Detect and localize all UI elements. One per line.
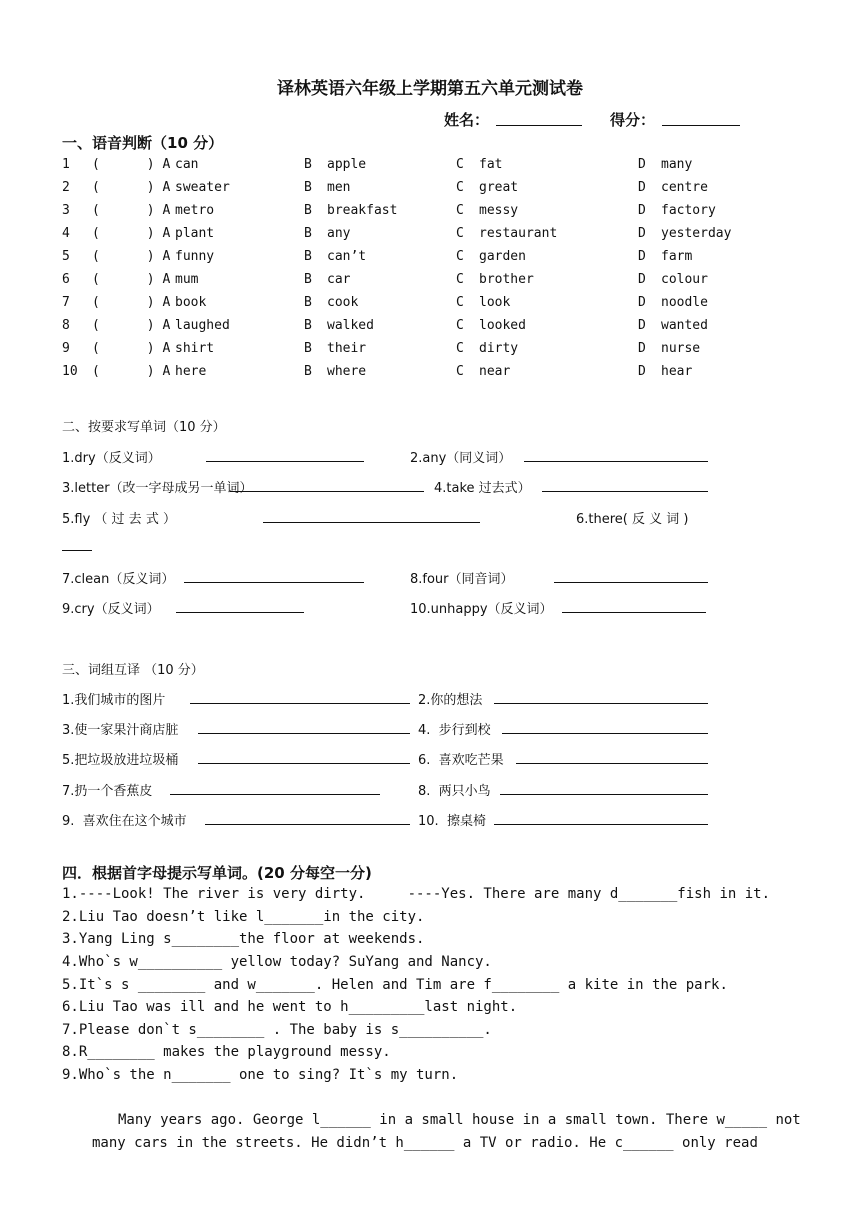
phonics-row-9-dl: D bbox=[638, 341, 646, 356]
s2-q6-answer[interactable] bbox=[62, 550, 92, 551]
section3-heading: 三、词组互译 （10 分） bbox=[62, 663, 204, 678]
phonics-row-4-c: restaurant bbox=[479, 226, 558, 241]
s2-q9: 9.cry（反义词） bbox=[62, 602, 160, 617]
phonics-row-5-b: can’t bbox=[327, 249, 367, 264]
name-label: 姓名： bbox=[444, 111, 490, 129]
phonics-row-10-p: ( ) A bbox=[92, 364, 171, 379]
section2-heading: 二、按要求写单词（10 分） bbox=[62, 420, 226, 435]
phonics-row-7-p: ( ) A bbox=[92, 295, 171, 310]
score-field[interactable] bbox=[662, 125, 740, 126]
phonics-row-4-d: yesterday bbox=[661, 226, 732, 241]
s2-q9-answer[interactable] bbox=[176, 612, 304, 613]
phonics-row-10-label: B bbox=[304, 364, 312, 379]
phonics-row-3-p: ( ) A bbox=[92, 203, 171, 218]
phonics-row-7-a: book bbox=[175, 295, 207, 310]
s3-q7-answer[interactable] bbox=[170, 794, 380, 795]
s3-q10: 10. 擦桌椅 bbox=[418, 814, 486, 829]
phonics-row-2-n: 2 bbox=[62, 180, 70, 195]
phonics-row-10-c: near bbox=[479, 364, 511, 379]
phonics-row-9-a: shirt bbox=[175, 341, 215, 356]
phonics-row-10-a: here bbox=[175, 364, 207, 379]
phonics-row-6-p: ( ) A bbox=[92, 272, 171, 287]
phonics-row-4-a: plant bbox=[175, 226, 215, 241]
phonics-row-6-c: brother bbox=[479, 272, 534, 287]
s2-q8: 8.four（同音词） bbox=[410, 572, 514, 587]
phonics-row-10-b: where bbox=[327, 364, 367, 379]
phonics-row-1-b: apple bbox=[327, 157, 367, 172]
phonics-row-10-dl: D bbox=[638, 364, 646, 379]
s2-q7-answer[interactable] bbox=[184, 582, 364, 583]
phonics-row-6-n: 6 bbox=[62, 272, 70, 287]
s3-q2-answer[interactable] bbox=[494, 703, 708, 704]
phonics-row-6-a: mum bbox=[175, 272, 199, 287]
passage-line2: many cars in the streets. He didn’t h______ a TV or radio. He c______ only read bbox=[92, 1135, 758, 1151]
phonics-row-2-d: centre bbox=[661, 180, 708, 195]
phonics-row-3-b: breakfast bbox=[327, 203, 398, 218]
passage-line1: Many years ago. George l______ in a small house in a small town. There w_____ not bbox=[118, 1112, 801, 1128]
phonics-row-3-n: 3 bbox=[62, 203, 70, 218]
phonics-row-2-b: men bbox=[327, 180, 351, 195]
phonics-row-3-label: B bbox=[304, 203, 312, 218]
phonics-row-7-label: C bbox=[456, 295, 464, 310]
s3-q4-answer[interactable] bbox=[502, 733, 708, 734]
s4-line1: 1.----Look! The river is very dirty. ----Yes. There are many d_______fish in it. bbox=[62, 886, 771, 902]
phonics-row-4-label: B bbox=[304, 226, 312, 241]
s2-q2-answer[interactable] bbox=[524, 461, 708, 462]
phonics-row-1-dl: D bbox=[638, 157, 646, 172]
phonics-row-7-b: cook bbox=[327, 295, 359, 310]
s3-q1: 1.我们城市的图片 bbox=[62, 693, 166, 708]
phonics-row-1-c: fat bbox=[479, 157, 503, 172]
s3-q6-answer[interactable] bbox=[516, 763, 708, 764]
phonics-row-1-a: can bbox=[175, 157, 199, 172]
phonics-row-8-label: C bbox=[456, 318, 464, 333]
phonics-row-3-dl: D bbox=[638, 203, 646, 218]
phonics-row-7-c: look bbox=[479, 295, 511, 310]
s4-line2: 2.Liu Tao doesn’t like l_______in the city. bbox=[62, 909, 425, 925]
phonics-row-6-d: colour bbox=[661, 272, 708, 287]
s2-q4-answer[interactable] bbox=[542, 491, 708, 492]
phonics-row-8-p: ( ) A bbox=[92, 318, 171, 333]
phonics-row-1-label: C bbox=[456, 157, 464, 172]
phonics-row-6-b: car bbox=[327, 272, 351, 287]
s3-q2: 2.你的想法 bbox=[418, 693, 483, 708]
phonics-row-7-d: noodle bbox=[661, 295, 708, 310]
phonics-row-5-label: C bbox=[456, 249, 464, 264]
s2-q10: 10.unhappy（反义词） bbox=[410, 602, 553, 617]
phonics-row-8-n: 8 bbox=[62, 318, 70, 333]
s2-q3: 3.letter（改一字母成另一单词） bbox=[62, 481, 253, 496]
phonics-row-8-c: looked bbox=[479, 318, 526, 333]
phonics-row-1-n: 1 bbox=[62, 157, 70, 172]
phonics-row-2-p: ( ) A bbox=[92, 180, 171, 195]
phonics-row-5-a: funny bbox=[175, 249, 215, 264]
phonics-row-6-label: B bbox=[304, 272, 312, 287]
phonics-row-2-c: great bbox=[479, 180, 519, 195]
s2-q7: 7.clean（反义词） bbox=[62, 572, 175, 587]
phonics-row-7-label: B bbox=[304, 295, 312, 310]
phonics-row-5-n: 5 bbox=[62, 249, 70, 264]
phonics-row-5-c: garden bbox=[479, 249, 526, 264]
phonics-row-10-d: hear bbox=[661, 364, 693, 379]
phonics-row-2-dl: D bbox=[638, 180, 646, 195]
s4-line3: 3.Yang Ling s________the floor at weekends. bbox=[62, 931, 425, 947]
s4-line8: 8.R________ makes the playground messy. bbox=[62, 1044, 391, 1060]
s2-q3-answer[interactable] bbox=[230, 491, 424, 492]
name-field[interactable] bbox=[496, 125, 582, 126]
s3-q3: 3.使一家果汁商店脏 bbox=[62, 723, 179, 738]
s3-q9: 9. 喜欢住在这个城市 bbox=[62, 814, 187, 829]
phonics-row-5-label: B bbox=[304, 249, 312, 264]
s2-q1-answer[interactable] bbox=[206, 461, 364, 462]
s2-q5-answer[interactable] bbox=[263, 522, 480, 523]
s3-q5-answer[interactable] bbox=[198, 763, 410, 764]
s3-q7: 7.扔一个香蕉皮 bbox=[62, 784, 153, 799]
s2-q10-answer[interactable] bbox=[562, 612, 706, 613]
s3-q8: 8. 两只小鸟 bbox=[418, 784, 491, 799]
score-label: 得分： bbox=[610, 111, 656, 129]
s3-q3-answer[interactable] bbox=[198, 733, 410, 734]
s3-q1-answer[interactable] bbox=[190, 703, 410, 704]
s2-q2: 2.any（同义词） bbox=[410, 451, 512, 466]
phonics-row-3-a: metro bbox=[175, 203, 215, 218]
phonics-row-8-b: walked bbox=[327, 318, 374, 333]
phonics-row-8-d: wanted bbox=[661, 318, 708, 333]
phonics-row-9-n: 9 bbox=[62, 341, 70, 356]
phonics-row-2-a: sweater bbox=[175, 180, 230, 195]
phonics-row-8-label: B bbox=[304, 318, 312, 333]
phonics-row-4-b: any bbox=[327, 226, 351, 241]
phonics-row-3-label: C bbox=[456, 203, 464, 218]
s2-q5: 5.fly （ 过 去 式 ） bbox=[62, 512, 176, 527]
s4-line5: 5.It`s s ________ and w_______. Helen and Tim are f________ a kite in the park. bbox=[62, 977, 728, 993]
phonics-row-10-label: C bbox=[456, 364, 464, 379]
phonics-row-9-label: C bbox=[456, 341, 464, 356]
phonics-row-7-dl: D bbox=[638, 295, 646, 310]
phonics-row-4-dl: D bbox=[638, 226, 646, 241]
phonics-row-8-dl: D bbox=[638, 318, 646, 333]
s3-q9-answer[interactable] bbox=[205, 824, 410, 825]
section4-heading: 四．根据首字母提示写单词。(20 分每空一分) bbox=[62, 864, 372, 882]
phonics-row-4-label: C bbox=[456, 226, 464, 241]
phonics-row-9-b: their bbox=[327, 341, 367, 356]
s2-q1: 1.dry（反义词） bbox=[62, 451, 161, 466]
phonics-row-9-label: B bbox=[304, 341, 312, 356]
s3-q10-answer[interactable] bbox=[494, 824, 708, 825]
s4-line4: 4.Who`s w__________ yellow today? SuYang and Nancy. bbox=[62, 954, 492, 970]
s3-q4: 4. 步行到校 bbox=[418, 723, 491, 738]
s2-q6: 6.there( 反 义 词 ) bbox=[576, 512, 689, 527]
phonics-row-2-label: B bbox=[304, 180, 312, 195]
phonics-row-7-n: 7 bbox=[62, 295, 70, 310]
phonics-row-10-n: 10 bbox=[62, 364, 78, 379]
phonics-row-6-label: C bbox=[456, 272, 464, 287]
phonics-row-1-p: ( ) A bbox=[92, 157, 171, 172]
phonics-row-5-d: farm bbox=[661, 249, 693, 264]
s4-line6: 6.Liu Tao was ill and he went to h_________last night. bbox=[62, 999, 518, 1015]
phonics-row-4-n: 4 bbox=[62, 226, 70, 241]
s2-q8-answer[interactable] bbox=[554, 582, 708, 583]
phonics-row-3-d: factory bbox=[661, 203, 716, 218]
phonics-row-9-c: dirty bbox=[479, 341, 519, 356]
phonics-row-6-dl: D bbox=[638, 272, 646, 287]
phonics-row-9-d: nurse bbox=[661, 341, 701, 356]
s3-q6: 6. 喜欢吃芒果 bbox=[418, 753, 504, 768]
section1-heading: 一、语音判断（10 分） bbox=[62, 134, 224, 152]
page-title: 译林英语六年级上学期第五六单元测试卷 bbox=[277, 79, 583, 99]
s3-q5: 5.把垃圾放进垃圾桶 bbox=[62, 753, 179, 768]
phonics-row-1-d: many bbox=[661, 157, 693, 172]
phonics-row-1-label: B bbox=[304, 157, 312, 172]
s4-line9: 9.Who`s the n_______ one to sing? It`s my turn. bbox=[62, 1067, 459, 1083]
s2-q4: 4.take 过去式） bbox=[434, 481, 531, 496]
phonics-row-5-dl: D bbox=[638, 249, 646, 264]
s3-q8-answer[interactable] bbox=[500, 794, 708, 795]
phonics-row-4-p: ( ) A bbox=[92, 226, 171, 241]
s4-line7: 7.Please don`t s________ . The baby is s__________. bbox=[62, 1022, 492, 1038]
phonics-row-2-label: C bbox=[456, 180, 464, 195]
phonics-row-9-p: ( ) A bbox=[92, 341, 171, 356]
phonics-row-5-p: ( ) A bbox=[92, 249, 171, 264]
phonics-row-3-c: messy bbox=[479, 203, 519, 218]
phonics-row-8-a: laughed bbox=[175, 318, 230, 333]
